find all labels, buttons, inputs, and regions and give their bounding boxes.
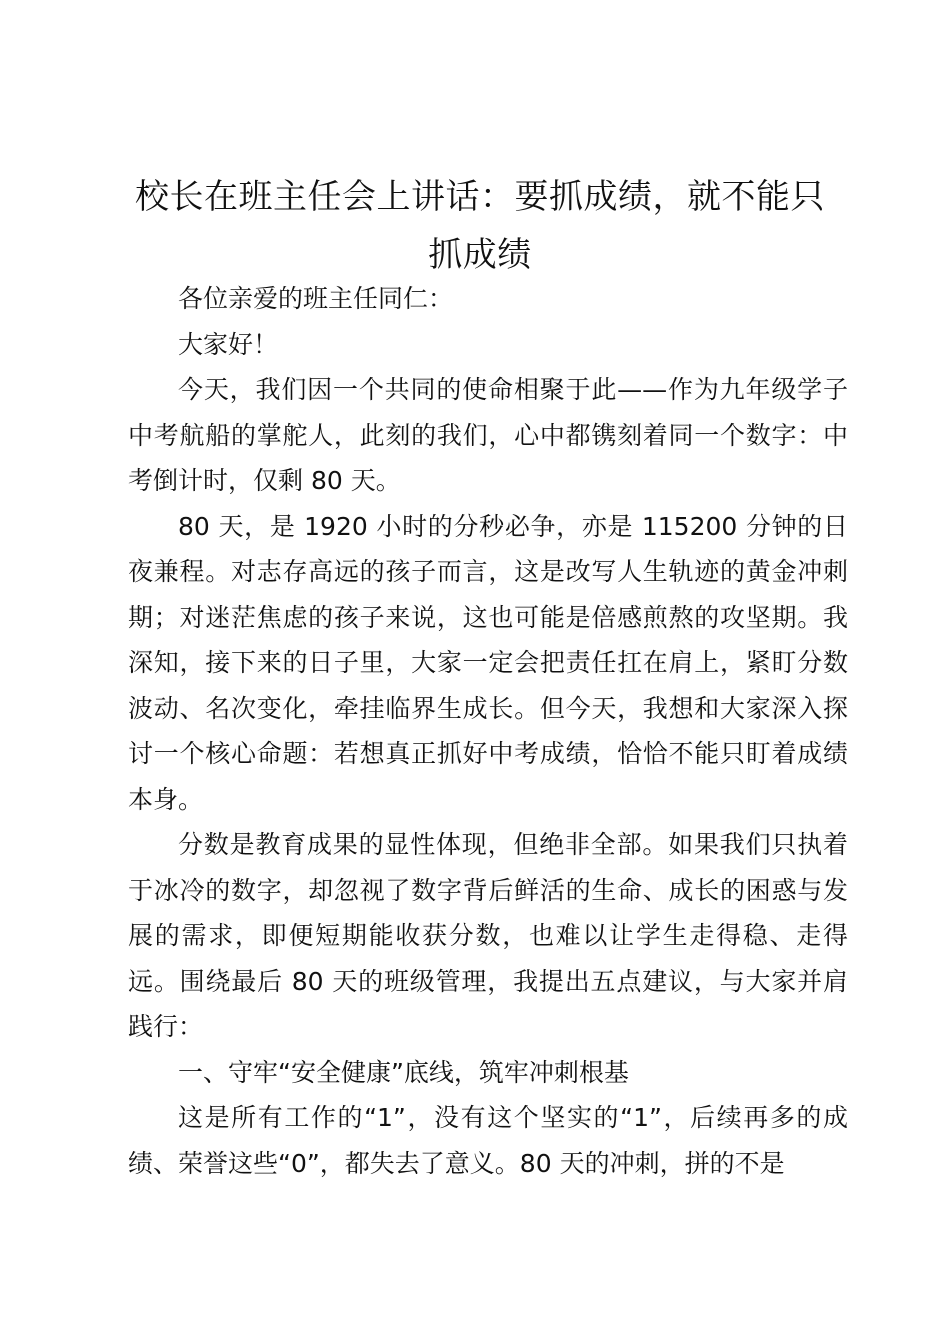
body-paragraph: 80 天，是 1920 小时的分秒必争，亦是 115200 分钟的日夜兼程。对志存高远的孩子而言，这是改写人生轨迹的黄金冲刺期；对迷茫焦虑的孩子来说，这也可能是倍感煎熬的攻坚期。我深知，接下来的日子里，大家一定会把责任扛在肩上，紧盯分数波动、名次变化，牵挂临界生成长。但今天，我想和大家深入探讨一个核心命题：若想真正抓好中考成绩，恰恰不能只盯着成绩本身。	[128, 511, 848, 814]
greeting-paragraph: 大家好！	[178, 329, 279, 359]
body-paragraph: 分数是教育成果的显性体现，但绝非全部。如果我们只执着于冰冷的数字，却忽视了数字背后鲜活的生命、成长的困惑与发展的需求，即便短期能收获分数，也难以让学生走得稳、走得远。围绕最后 80 天的班级管理，我提出五点建议，与大家并肩践行：	[128, 830, 848, 1041]
document-title: 校长在班主任会上讲话：要抓成绩，就不能只抓成绩	[135, 177, 825, 275]
document-body	[128, 276, 848, 1186]
body-paragraph: 这是所有工作的“1”，没有这个坚实的“1”，后续再多的成绩、荣誉这些“0”，都失去了意义。80 天的冲刺，拼的不是	[128, 1103, 848, 1178]
body-paragraph: 今天，我们因一个共同的使命相聚于此——作为九年级学子中考航船的掌舵人，此刻的我们，心中都镌刻着同一个数字：中考倒计时，仅剩 80 天。	[128, 375, 848, 495]
section-heading: 一、守牢“安全健康”底线，筑牢冲刺根基	[178, 1057, 629, 1087]
salutation-paragraph: 各位亲爱的班主任同仁：	[178, 284, 454, 313]
